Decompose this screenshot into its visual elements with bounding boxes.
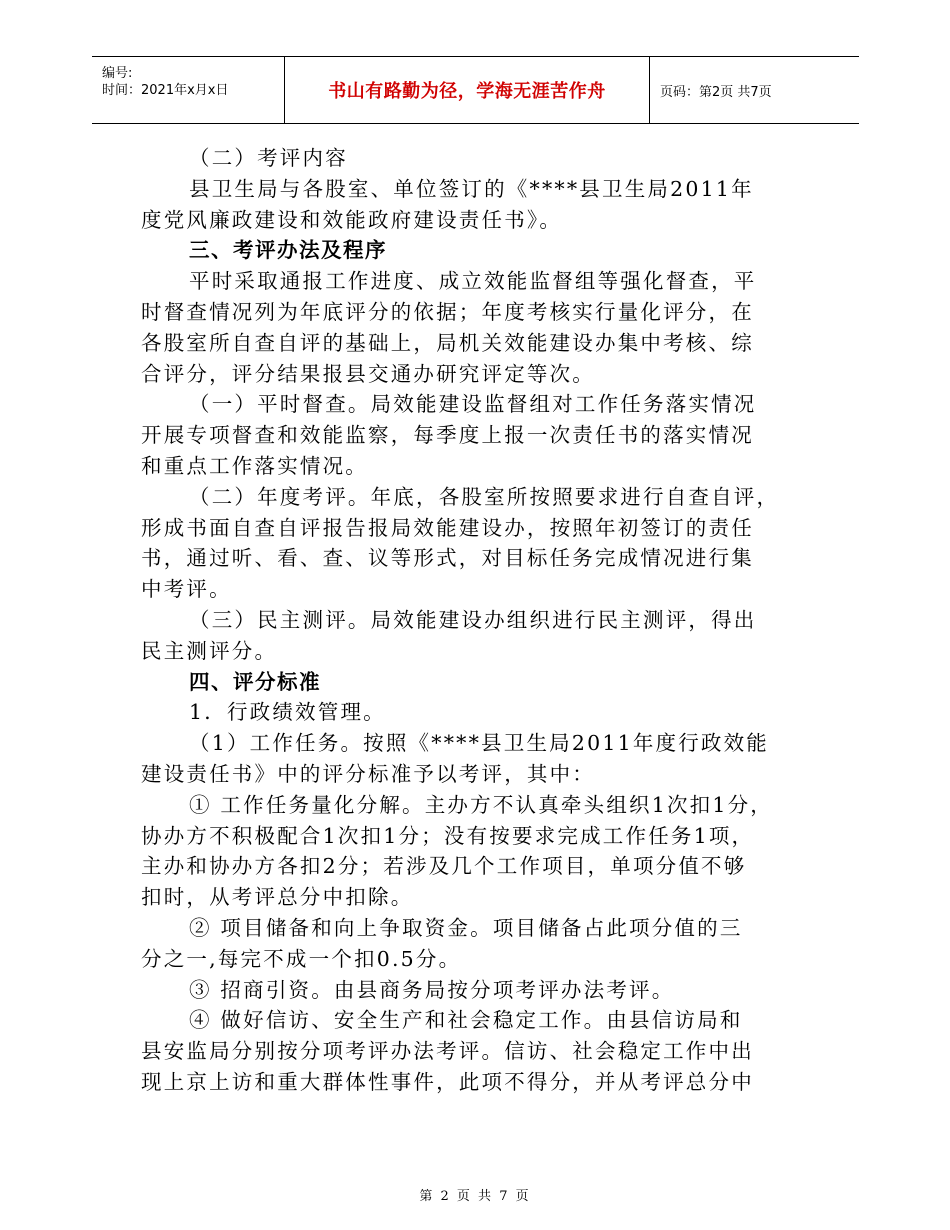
body-text-line: 中考评。 — [141, 577, 232, 602]
body-text-line: （一）平时督查。局效能建设监督组对工作任务落实情况 — [189, 392, 757, 417]
document-body — [141, 143, 813, 1098]
body-text-line: 时督查情况列为年底评分的依据；年度考核实行量化评分，在 — [141, 299, 754, 324]
body-text-line: 扣时，从考评总分中扣除。 — [141, 885, 414, 910]
body-text-line: 民主测评分。 — [141, 638, 278, 663]
body-text-line: 平时采取通报工作进度、成立效能监督组等强化督查，平 — [189, 269, 757, 294]
body-text-line: 开展专项督查和效能监察，每季度上报一次责任书的落实情况 — [141, 423, 754, 448]
page-header — [92, 56, 859, 124]
body-text-line: ④ 做好信访、安全生产和社会稳定工作。由县信访局和 — [189, 1008, 743, 1033]
body-text-line: 各股室所自查自评的基础上，局机关效能建设办集中考核、综 — [141, 330, 754, 355]
header-meta — [92, 57, 284, 123]
body-text-line: 建设责任书》中的评分标准予以考评，其中： — [141, 761, 595, 786]
body-text-line: （1）工作任务。按照《****县卫生局2011年度行政效能 — [189, 731, 770, 756]
header-motto: 书山有路勤为径，学海无涯苦作舟 — [328, 81, 606, 102]
body-text-line: （三）民主测评。局效能建设办组织进行民主测评，得出 — [189, 607, 757, 632]
body-text-line: 分之一,每完不成一个扣0.5分。 — [141, 946, 462, 971]
header-page-info: 页码：第2页 共7页 — [660, 84, 772, 100]
header-motto-cell — [284, 57, 650, 123]
body-text-line: 形成书面自查自评报告报局效能建设办，按照年初签订的责任 — [141, 515, 754, 540]
body-text-line: 县卫生局与各股室、单位签订的《****县卫生局2011年 — [189, 176, 754, 201]
body-text-line: 度党风廉政建设和效能政府建设责任书》。 — [141, 207, 563, 232]
body-text-line: 主办和协办方各扣2分；若涉及几个工作项目，单项分值不够 — [141, 854, 747, 879]
body-text-line: ① 工作任务量化分解。主办方不认真牵头组织1次扣1分， — [189, 792, 774, 817]
body-text-line: 和重点工作落实情况。 — [141, 453, 368, 478]
body-text-line: 县安监局分别按分项考评办法考评。信访、社会稳定工作中出 — [141, 1039, 754, 1064]
document-number-label: 编号: — [102, 66, 133, 81]
section-heading: 四、评分标准 — [189, 669, 321, 694]
body-text-line: 书，通过听、看、查、议等形式，对目标任务完成情况进行集 — [141, 546, 754, 571]
body-text-line: ② 项目储备和向上争取资金。项目储备占此项分值的三 — [189, 915, 743, 940]
body-text-line: 现上京上访和重大群体性事件，此项不得分，并从考评总分中 — [141, 1069, 754, 1094]
document-time-label: 时间：2021年x月x日 — [102, 83, 229, 98]
section-heading: 三、考评办法及程序 — [189, 238, 387, 263]
page-footer: 第 2 页 共 7 页 — [419, 1189, 531, 1204]
body-text-line: 协办方不积极配合1次扣1分；没有按要求完成工作任务1项， — [141, 823, 755, 848]
body-text-line: ③ 招商引资。由县商务局按分项考评办法考评。 — [189, 977, 675, 1002]
body-text-line: 合评分，评分结果报县交通办研究评定等次。 — [141, 361, 595, 386]
body-text-line: 1．行政绩效管理。 — [189, 700, 386, 725]
body-text-line: （二）年度考评。年底，各股室所按照要求进行自查自评， — [189, 484, 780, 509]
body-text-line: （二）考评内容 — [189, 146, 348, 170]
